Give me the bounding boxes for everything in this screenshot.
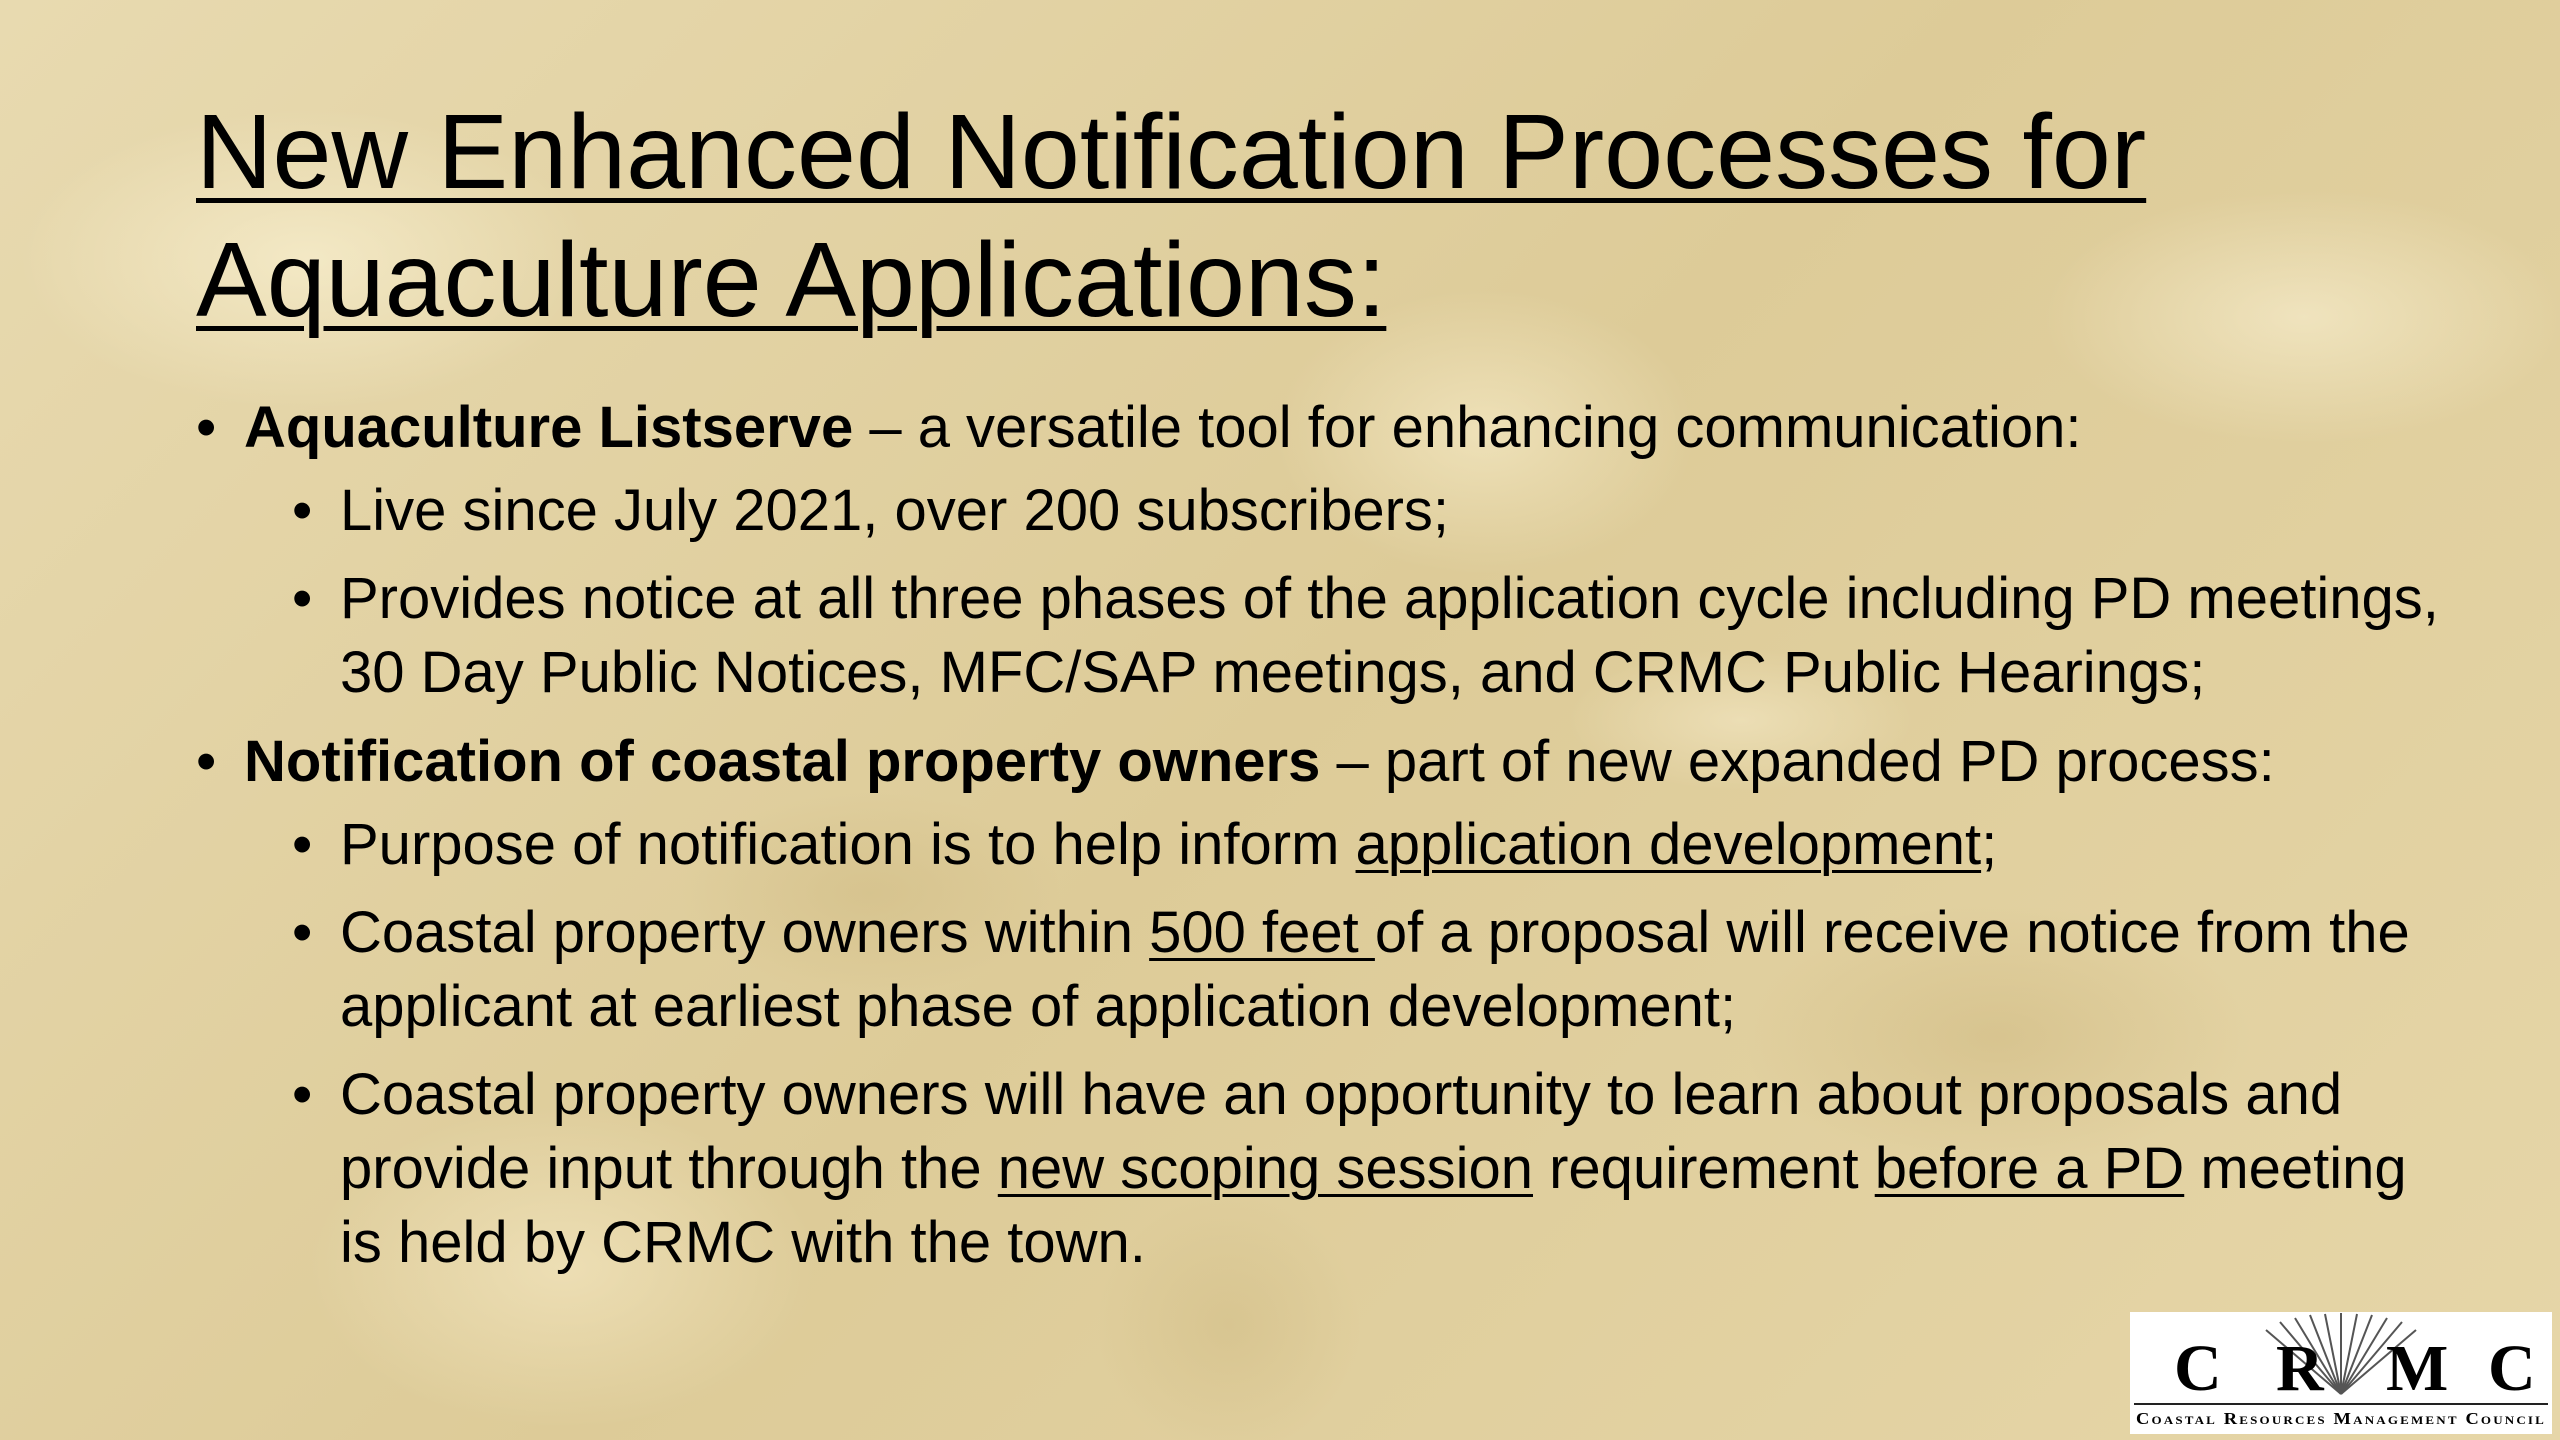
bullet-listserve-heading: Aquaculture Listserve bbox=[244, 395, 854, 460]
logo-letter-c2: C bbox=[2488, 1332, 2536, 1405]
sub-bullet-text: meeting is held by CRMC with the town. bbox=[340, 1136, 2407, 1275]
sub-bullet-purpose bbox=[292, 808, 2456, 882]
bullet-list bbox=[196, 390, 2456, 1280]
bullet-listserve-text: – a versatile tool for enhancing communication: bbox=[853, 395, 2082, 460]
sub-bullet-text: Purpose of notification is to help inform bbox=[340, 812, 1356, 877]
sub-bullet-opportunity bbox=[292, 1058, 2456, 1280]
sub-bullet-live-since bbox=[292, 474, 2456, 548]
underlined-phrase: 500 feet bbox=[1149, 900, 1375, 965]
logo-letter-c1: C bbox=[2174, 1332, 2222, 1405]
sub-bullet-text: requirement bbox=[1533, 1136, 1875, 1201]
slide-content bbox=[196, 390, 2456, 1294]
logo-tagline: Coastal Resources Management Council bbox=[2136, 1409, 2546, 1428]
sub-bullet-provides-notice bbox=[292, 562, 2456, 710]
underlined-phrase: new scoping session bbox=[997, 1136, 1533, 1201]
listserve-sub-list bbox=[244, 474, 2456, 710]
sub-bullet-text: Provides notice at all three phases of the application cycle including PD meetings, 30 Day Public Notices, MFC/SAP meetings, and CRMC Public Hearings; bbox=[340, 566, 2439, 705]
bullet-notification bbox=[196, 724, 2456, 1280]
sub-bullet-text: Live since July 2021, over 200 subscribers; bbox=[340, 478, 1450, 543]
underlined-phrase: application development bbox=[1355, 812, 1982, 877]
logo-letter-r: R bbox=[2276, 1332, 2324, 1405]
crmc-logo-graphic bbox=[2130, 1312, 2552, 1434]
underlined-phrase: before a PD bbox=[1874, 1136, 2185, 1201]
bullet-listserve bbox=[196, 390, 2456, 710]
notification-sub-list bbox=[244, 808, 2456, 1280]
title-line-2: Aquaculture Applications: bbox=[196, 221, 1387, 339]
bullet-notification-text: – part of new expanded PD process: bbox=[1320, 729, 2275, 794]
bullet-notification-heading: Notification of coastal property owners bbox=[244, 729, 1321, 794]
sub-bullet-text: ; bbox=[1981, 812, 1998, 877]
sub-bullet-500-feet bbox=[292, 896, 2456, 1044]
slide-title bbox=[196, 88, 2346, 344]
logo-letter-m: M bbox=[2386, 1332, 2449, 1405]
crmc-logo bbox=[2130, 1312, 2552, 1434]
sub-bullet-text: of a proposal will receive notice from the applicant at earliest phase of application development; bbox=[340, 900, 2410, 1039]
sub-bullet-text: Coastal property owners within bbox=[340, 900, 1150, 965]
title-line-1: New Enhanced Notification Processes for bbox=[196, 93, 2147, 211]
sub-bullet-text: Coastal property owners will have an opportunity to learn about proposals and provide input through the bbox=[340, 1062, 2343, 1201]
